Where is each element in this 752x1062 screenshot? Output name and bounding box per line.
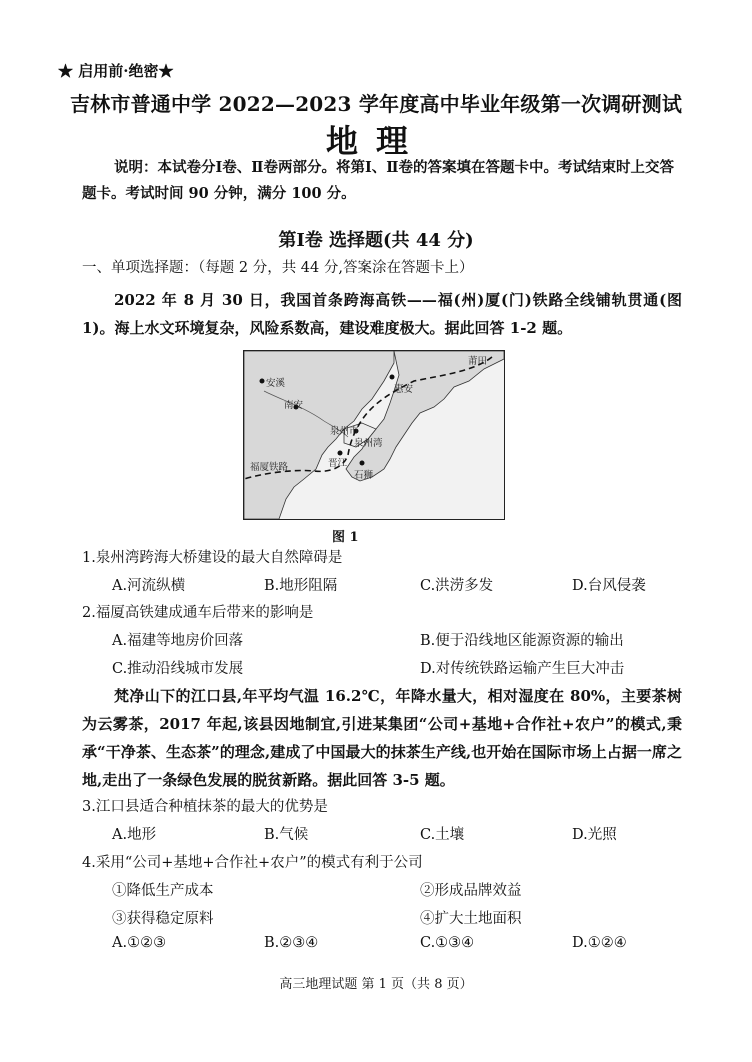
question-4-statement-1: ①降低生产成本: [112, 883, 214, 899]
question-2-option-c[interactable]: C.推动沿线城市发展: [112, 661, 244, 677]
question-2-stem: 2.福厦高铁建成通车后带来的影响是: [82, 605, 314, 621]
page-footer: 高三地理试题 第 1 页（共 8 页）: [279, 977, 473, 992]
map-label-anxi: 安溪: [266, 378, 286, 389]
question-4-statement-2: ②形成品牌效益: [420, 883, 522, 899]
question-3-option-d[interactable]: D.光照: [572, 827, 617, 843]
exam-instructions: 说明：本试卷分Ⅰ卷、Ⅱ卷两部分。将第Ⅰ、Ⅱ卷的答案填在答题卡中。考试结束时上交答题卡。考试时间 90 分钟，满分 100 分。: [82, 159, 675, 202]
section-title: 第Ⅰ卷 选择题(共 44 分): [278, 230, 474, 251]
question-3-option-a[interactable]: A.地形: [112, 827, 157, 843]
subject-title: 地理: [325, 122, 426, 160]
question-2-option-a[interactable]: A.福建等地房价回落: [112, 633, 244, 649]
question-2-option-b[interactable]: B.便于沿线地区能源资源的输出: [420, 633, 624, 649]
question-1-option-d[interactable]: D.台风侵袭: [572, 578, 646, 594]
question-1-option-b[interactable]: B.地形阻隔: [264, 578, 338, 594]
section-instruction: 一、单项选择题：（每题 2 分，共 44 分,答案涂在答题卡上）: [82, 260, 474, 276]
figure-1-map: [243, 350, 505, 520]
question-2-option-d[interactable]: D.对传统铁路运输产生巨大冲击: [420, 661, 625, 677]
question-4-option-c[interactable]: C.①③④: [420, 935, 475, 951]
question-4-option-a[interactable]: A.①②③: [112, 935, 167, 951]
question-1-option-a[interactable]: A.河流纵横: [112, 578, 186, 594]
map-label-nanan: 南安: [284, 400, 304, 411]
question-3-stem: 3.江口县适合种植抹茶的最大的优势是: [82, 799, 328, 815]
map-label-huian: 惠安: [394, 384, 414, 395]
question-4-statement-4: ④扩大土地面积: [420, 911, 522, 927]
question-4-statement-3: ③获得稳定原料: [112, 911, 214, 927]
figure-1-caption: 图 1: [332, 530, 359, 545]
map-label-jinjiang: 晋江: [328, 458, 348, 469]
passage-2: 梵净山下的江口县,年平均气温 16.2℃，年降水量大，相对湿度在 80%，主要茶树为云雾茶，2017 年起,该县因地制宜,引进某集团“公司+基地+合作社+农户”的模式,秉承“干净茶、生态茶”的理念,建成了中国最大的抹茶生产线,也开始在国际市场上占据一席之地,走出了一条绿色发展的脱贫新路。据此回答 3-5 题。: [82, 687, 682, 789]
map-label-putian: 莆田: [468, 356, 488, 367]
question-4-stem: 4.采用“公司+基地+合作社+农户”的模式有利于公司: [82, 855, 423, 871]
question-4-option-b[interactable]: B.②③④: [264, 935, 319, 951]
question-4-option-d[interactable]: D.①②④: [572, 935, 627, 951]
map-label-shishi: 石狮: [354, 470, 374, 481]
confidential-label: ★ 启用前·绝密★: [58, 62, 174, 80]
question-3-option-b[interactable]: B.气候: [264, 827, 309, 843]
passage-1: 2022 年 8 月 30 日，我国首条跨海高铁——福(州)厦(门)铁路全线铺轨贯通(图 1)。海上水文环境复杂，风险系数高，建设难度极大。据此回答 1-2 题。: [82, 291, 682, 337]
map-label-quanzhou: 泉州市: [330, 426, 359, 437]
question-1-option-c[interactable]: C.洪涝多发: [420, 578, 494, 594]
map-label-quanzhouwan: 泉州湾: [354, 438, 383, 449]
question-1-stem: 1.泉州湾跨海大桥建设的最大自然障碍是: [82, 550, 343, 566]
map-label-railway: 福厦铁路: [250, 462, 289, 473]
exam-title: 吉林市普通中学 2022—2023 学年度高中毕业年级第一次调研测试: [69, 92, 683, 116]
question-3-option-c[interactable]: C.土壤: [420, 827, 465, 843]
